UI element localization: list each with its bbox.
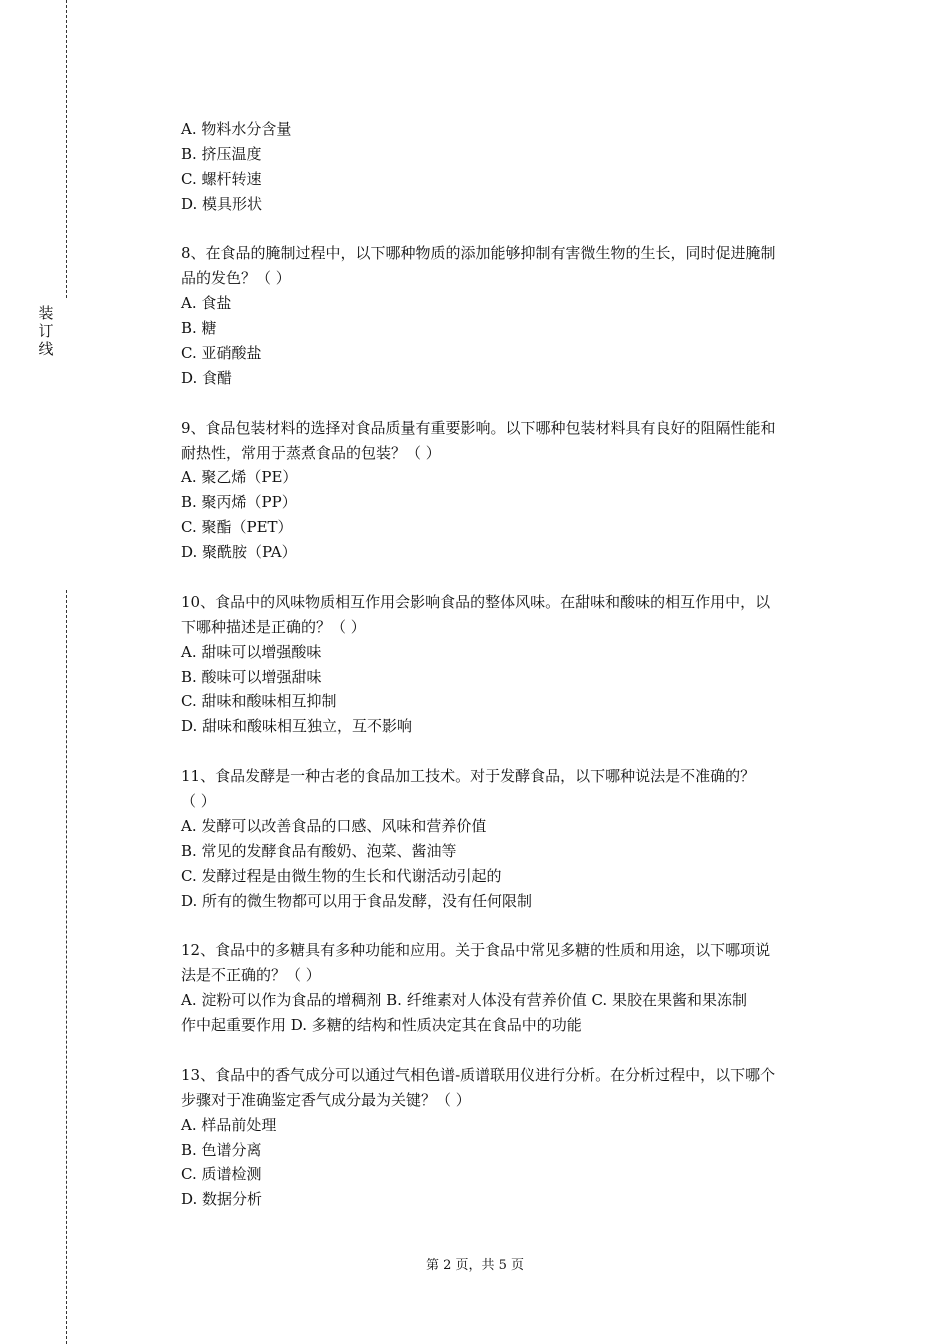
option-a: A. 样品前处理 (181, 1115, 277, 1134)
option-d: D. 甜味和酸味相互独立，互不影响 (181, 717, 413, 736)
question-7-options (181, 117, 841, 217)
option-b: B. 聚丙烯（PP） (181, 493, 297, 512)
question-text: （ ） (181, 792, 216, 811)
question-text: 13、食品中的香气成分可以通过气相色谱-质谱联用仪进行分析。在分析过程中，以下哪个 (181, 1065, 776, 1084)
option-b: B. 色谱分离 (181, 1140, 262, 1159)
question-text: 11、食品发酵是一种古老的食品加工技术。对于发酵食品，以下哪种说法是不准确的？ (181, 767, 756, 786)
option-c: C. 甜味和酸味相互抑制 (181, 692, 337, 711)
question-12 (181, 938, 841, 1038)
question-text: 品的发色？（ ） (181, 269, 291, 288)
binding-label-char: 装 (38, 304, 54, 322)
option-c: C. 质谱检测 (181, 1165, 262, 1184)
option-b: B. 挤压温度 (181, 144, 262, 163)
option-d: D. 所有的微生物都可以用于食品发酵，没有任何限制 (181, 891, 533, 910)
options-line: A. 淀粉可以作为食品的增稠剂 B. 纤维素对人体没有营养价值 C. 果胶在果酱和果冻制 (181, 991, 747, 1010)
option-c: C. 螺杆转速 (181, 169, 262, 188)
question-10 (181, 590, 841, 739)
option-a: A. 甜味可以增强酸味 (181, 642, 322, 661)
question-text: 12、食品中的多糖具有多种功能和应用。关于食品中常见多糖的性质和用途，以下哪项说 (181, 941, 771, 960)
option-d: D. 模具形状 (181, 194, 263, 213)
page-footer: 第 2 页，共 5 页 (425, 1258, 525, 1273)
question-9 (181, 416, 841, 565)
option-a: A. 物料水分含量 (181, 120, 292, 138)
binding-line-bottom (66, 590, 67, 1344)
option-a: A. 聚乙烯（PE） (181, 468, 298, 487)
binding-label-char: 线 (38, 340, 54, 358)
question-13 (181, 1063, 841, 1212)
option-a: A. 食盐 (181, 294, 232, 313)
option-b: B. 酸味可以增强甜味 (181, 667, 322, 686)
question-text: 10、食品中的风味物质相互作用会影响食品的整体风味。在甜味和酸味的相互作用中，以 (181, 592, 771, 611)
question-content (181, 117, 841, 1212)
question-8 (181, 241, 841, 390)
question-text: 8、在食品的腌制过程中，以下哪种物质的添加能够抑制有害微生物的生长，同时促进腌制 (181, 244, 776, 263)
option-d: D. 数据分析 (181, 1190, 263, 1209)
option-c: C. 发酵过程是由微生物的生长和代谢活动引起的 (181, 866, 502, 885)
option-c: C. 亚硝酸盐 (181, 344, 262, 363)
question-text: 耐热性，常用于蒸煮食品的包装？（ ） (181, 443, 441, 462)
option-d: D. 聚酰胺（PA） (181, 543, 297, 562)
option-c: C. 聚酯（PET） (181, 518, 293, 537)
option-d: D. 食醋 (181, 368, 233, 387)
question-text: 9、食品包装材料的选择对食品质量有重要影响。以下哪种包装材料具有良好的阻隔性能和 (181, 418, 776, 437)
option-b: B. 常见的发酵食品有酸奶、泡菜、酱油等 (181, 841, 457, 860)
binding-label-char: 订 (38, 322, 54, 340)
question-text: 法是不正确的？（ ） (181, 966, 321, 985)
question-text: 步骤对于准确鉴定香气成分最为关键？（ ） (181, 1090, 471, 1109)
options-line: 作中起重要作用 D. 多糖的结构和性质决定其在食品中的功能 (181, 1016, 582, 1035)
binding-line-top (66, 0, 67, 298)
binding-label (36, 304, 56, 358)
option-b: B. 糖 (181, 319, 217, 338)
question-11 (181, 764, 841, 913)
question-text: 下哪种描述是正确的？（ ） (181, 617, 366, 636)
option-a: A. 发酵可以改善食品的口感、风味和营养价值 (181, 816, 487, 835)
